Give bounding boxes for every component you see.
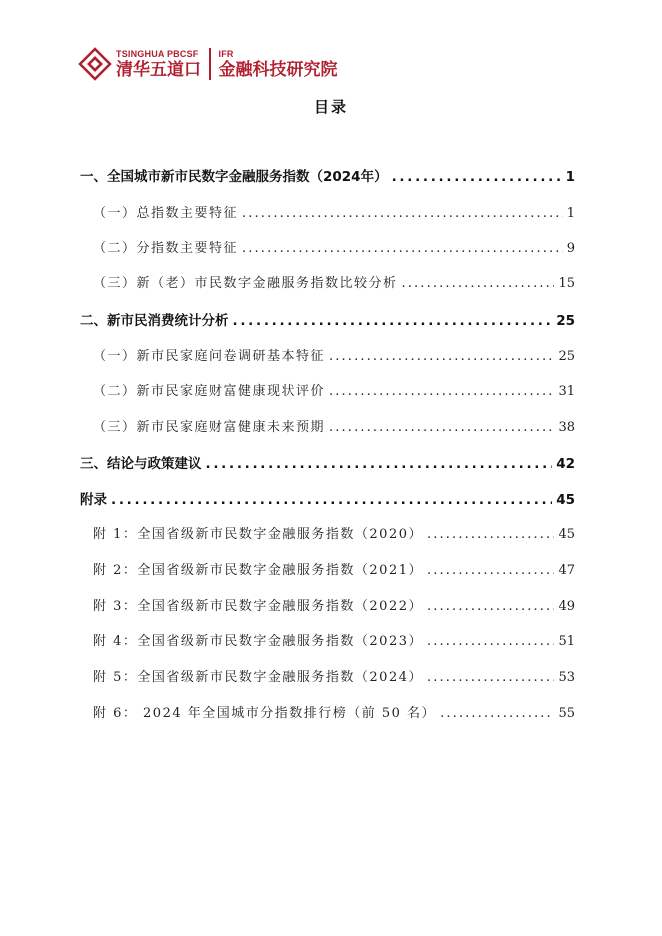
leader-dots	[427, 527, 554, 542]
toc-entry-page: 53	[558, 670, 575, 685]
leader-dots	[427, 634, 554, 649]
toc-entry[interactable]	[80, 309, 575, 329]
toc-entry-page: 15	[558, 276, 575, 291]
toc-entry-label: （一）新市民家庭问卷调研基本特征	[93, 349, 326, 364]
org-en: IFR	[218, 48, 234, 59]
toc-entry-label: （三）新（老）市民数字金融服务指数比较分析	[93, 276, 398, 291]
toc-entry[interactable]	[93, 416, 575, 435]
toc-entry-page: 38	[558, 420, 575, 435]
toc-entry-label: 三、结论与政策建议	[80, 456, 202, 472]
toc-entry[interactable]	[93, 345, 575, 364]
leader-dots	[233, 313, 553, 329]
leader-dots	[427, 599, 554, 614]
toc-entry-page: 25	[556, 313, 575, 329]
leader-dots	[329, 384, 554, 399]
toc-entry-page: 55	[558, 706, 575, 721]
toc-entry-page: 42	[556, 456, 575, 472]
leader-dots	[206, 456, 553, 472]
toc-title: 目录	[313, 98, 348, 116]
toc-entry-page: 9	[566, 241, 575, 256]
toc-entry-page: 31	[558, 384, 575, 399]
toc-entry-page: 45	[556, 492, 575, 508]
toc-entry-page: 49	[558, 599, 575, 614]
toc-entry[interactable]	[93, 702, 575, 721]
toc-entry[interactable]	[80, 165, 575, 185]
toc-entry-label: （三）新市民家庭财富健康未来预期	[93, 420, 326, 435]
leader-dots	[427, 670, 554, 685]
toc-entry-label: 附 3：全国省级新市民数字金融服务指数（2022）	[93, 599, 423, 614]
toc-entry-label: 附 6： 2024 年全国城市分指数排行榜（前 50 名）	[93, 706, 437, 721]
toc-entry-page: 51	[558, 634, 575, 649]
toc-entry-page: 47	[558, 563, 575, 578]
leader-dots	[329, 349, 554, 364]
toc-entry[interactable]	[93, 630, 575, 649]
toc-entry-label: 二、新市民消费统计分析	[80, 313, 229, 329]
org-cn: 金融科技研究院	[218, 59, 338, 80]
toc-entry-page: 1	[566, 206, 575, 221]
toc-entry[interactable]	[80, 488, 575, 508]
toc-entry[interactable]	[93, 380, 575, 399]
toc-entry-page: 25	[558, 349, 575, 364]
toc-entry-label: （一）总指数主要特征	[93, 206, 239, 221]
leader-dots	[402, 276, 555, 291]
leader-dots	[427, 563, 554, 578]
toc-entry-page: 1	[565, 169, 575, 185]
leader-dots	[440, 706, 554, 721]
toc-entry[interactable]	[93, 202, 575, 221]
toc-entry-label: 附 4：全国省级新市民数字金融服务指数（2023）	[93, 634, 423, 649]
leader-dots	[242, 206, 563, 221]
toc-entry-label: （二）新市民家庭财富健康现状评价	[93, 384, 326, 399]
toc-entry[interactable]	[93, 523, 575, 542]
toc-entry-label: 附 1：全国省级新市民数字金融服务指数（2020）	[93, 527, 423, 542]
leader-dots	[242, 241, 563, 256]
toc-entry-label: 附 2：全国省级新市民数字金融服务指数（2021）	[93, 563, 423, 578]
leader-dots	[111, 492, 552, 508]
brand-en: TSINGHUA PBCSF	[116, 48, 199, 59]
toc-entry-label: 附 5：全国省级新市民数字金融服务指数（2024）	[93, 670, 423, 685]
toc-entry-page: 45	[558, 527, 575, 542]
leader-dots	[392, 169, 562, 185]
toc-entry-label: （二）分指数主要特征	[93, 241, 239, 256]
toc-entry[interactable]	[93, 272, 575, 291]
toc-entry[interactable]	[80, 452, 575, 472]
leader-dots	[329, 420, 554, 435]
brand-cn: 清华五道口	[116, 59, 201, 80]
toc-entry-label: 一、全国城市新市民数字金融服务指数（2024年）	[80, 169, 388, 185]
toc-entry[interactable]	[93, 559, 575, 578]
toc-entry[interactable]	[93, 237, 575, 256]
toc-entry[interactable]	[93, 595, 575, 614]
toc-entry[interactable]	[93, 666, 575, 685]
toc-entry-label: 附录	[80, 492, 107, 508]
